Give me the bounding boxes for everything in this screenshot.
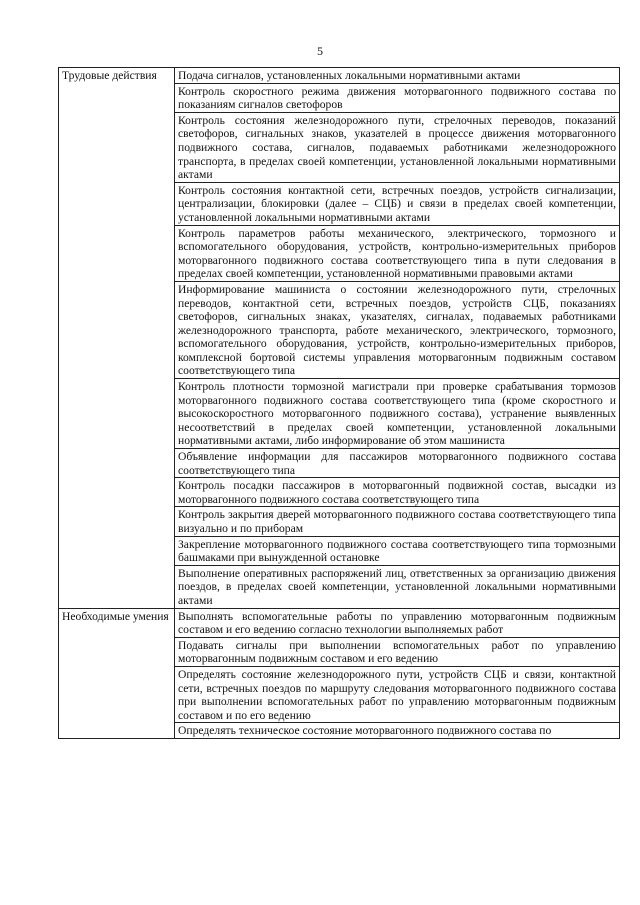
item-text: Закрепление моторвагонного подвижного состава соответствующего типа тормозными башмаками при вынужденной остановке bbox=[175, 536, 620, 565]
item-text: Объявление информации для пассажиров моторвагонного подвижного состава соответствующего типа bbox=[175, 449, 620, 478]
item-text: Информирование машиниста о состоянии железнодорожного пути, стрелочных переводов, контактной сети, встречных поездов, устройств СЦБ, показаниях светофоров, сигнальных знаках, указателях, сигналах, подаваемых работниками железнодорожного транспорта, работе механического, электрического, тормозного, вспомогательного оборудования, устройств, контрольно-измерительных приборов, комплексной бортовой системы управления моторвагонным подвижным составом соответствующего типа bbox=[175, 281, 620, 378]
item-text: Контроль плотности тормозной магистрали при проверке срабатывания тормозов моторвагонного подвижного состава соответствующего типа (кроме скоростного и высокоскоростного моторвагонного подвижного состава), устранение выявленных несоответствий в пределах своей компетенции, установленной локальными нормативными актами, либо информирование об этом машиниста bbox=[175, 379, 620, 449]
competency-table-body bbox=[59, 68, 620, 739]
page-number: 5 bbox=[317, 44, 323, 58]
item-text: Контроль параметров работы механического, электрического, тормозного и вспомогательного оборудования, устройств, контрольно-измерительных приборов моторвагонного подвижного состава соответствующего типа в пути следования в пределах своей компетенции, установленной нормативными правовыми актами bbox=[175, 225, 620, 281]
item-text: Контроль посадки пассажиров в моторвагонный подвижной состав, высадки из моторвагонного подвижного состава соответствующего типа bbox=[175, 478, 620, 507]
table-row bbox=[59, 68, 620, 84]
item-text: Подавать сигналы при выполнении вспомогательных работ по управлению моторвагонным подвижным составом и его ведению bbox=[175, 637, 620, 666]
table-row bbox=[59, 608, 620, 637]
item-text: Выполнять вспомогательные работы по управлению моторвагонным подвижным составом и его ведению согласно технологии выполняемых работ bbox=[175, 608, 620, 637]
section-label: Трудовые действия bbox=[59, 68, 175, 609]
section-label: Необходимые умения bbox=[59, 608, 175, 738]
item-text: Выполнение оперативных распоряжений лиц, ответственных за организацию движения поездов, в пределах своей компетенции, установленной локальными нормативными актами bbox=[175, 565, 620, 608]
item-text: Подача сигналов, установленных локальными нормативными актами bbox=[175, 68, 620, 84]
item-text: Определять техническое состояние моторвагонного подвижного состава по bbox=[175, 723, 620, 739]
item-text: Контроль закрытия дверей моторвагонного подвижного состава соответствующего типа визуально и по приборам bbox=[175, 507, 620, 536]
item-text: Контроль состояния контактной сети, встречных поездов, устройств сигнализации, централизации, блокировки (далее – СЦБ) и связи в пределах своей компетенции, установленной локальными нормативными актами bbox=[175, 182, 620, 225]
item-text: Контроль состояния железнодорожного пути, стрелочных переводов, показаний светофоров, сигнальных знаков, указателей в процессе движения моторвагонного подвижного состава, сигналов, подаваемых работниками железнодорожного транспорта, в пределах своей компетенции, установленной локальными нормативными актами bbox=[175, 112, 620, 182]
item-text: Контроль скоростного режима движения моторвагонного подвижного состава по показаниям сигналов светофоров bbox=[175, 83, 620, 112]
competency-table bbox=[58, 67, 620, 739]
item-text: Определять состояние железнодорожного пути, устройств СЦБ и связи, контактной сети, встречных поездов по маршруту следования моторвагонного подвижного состава при выполнении вспомогательных работ по управлению моторвагонным подвижным составом и по его ведению bbox=[175, 666, 620, 722]
